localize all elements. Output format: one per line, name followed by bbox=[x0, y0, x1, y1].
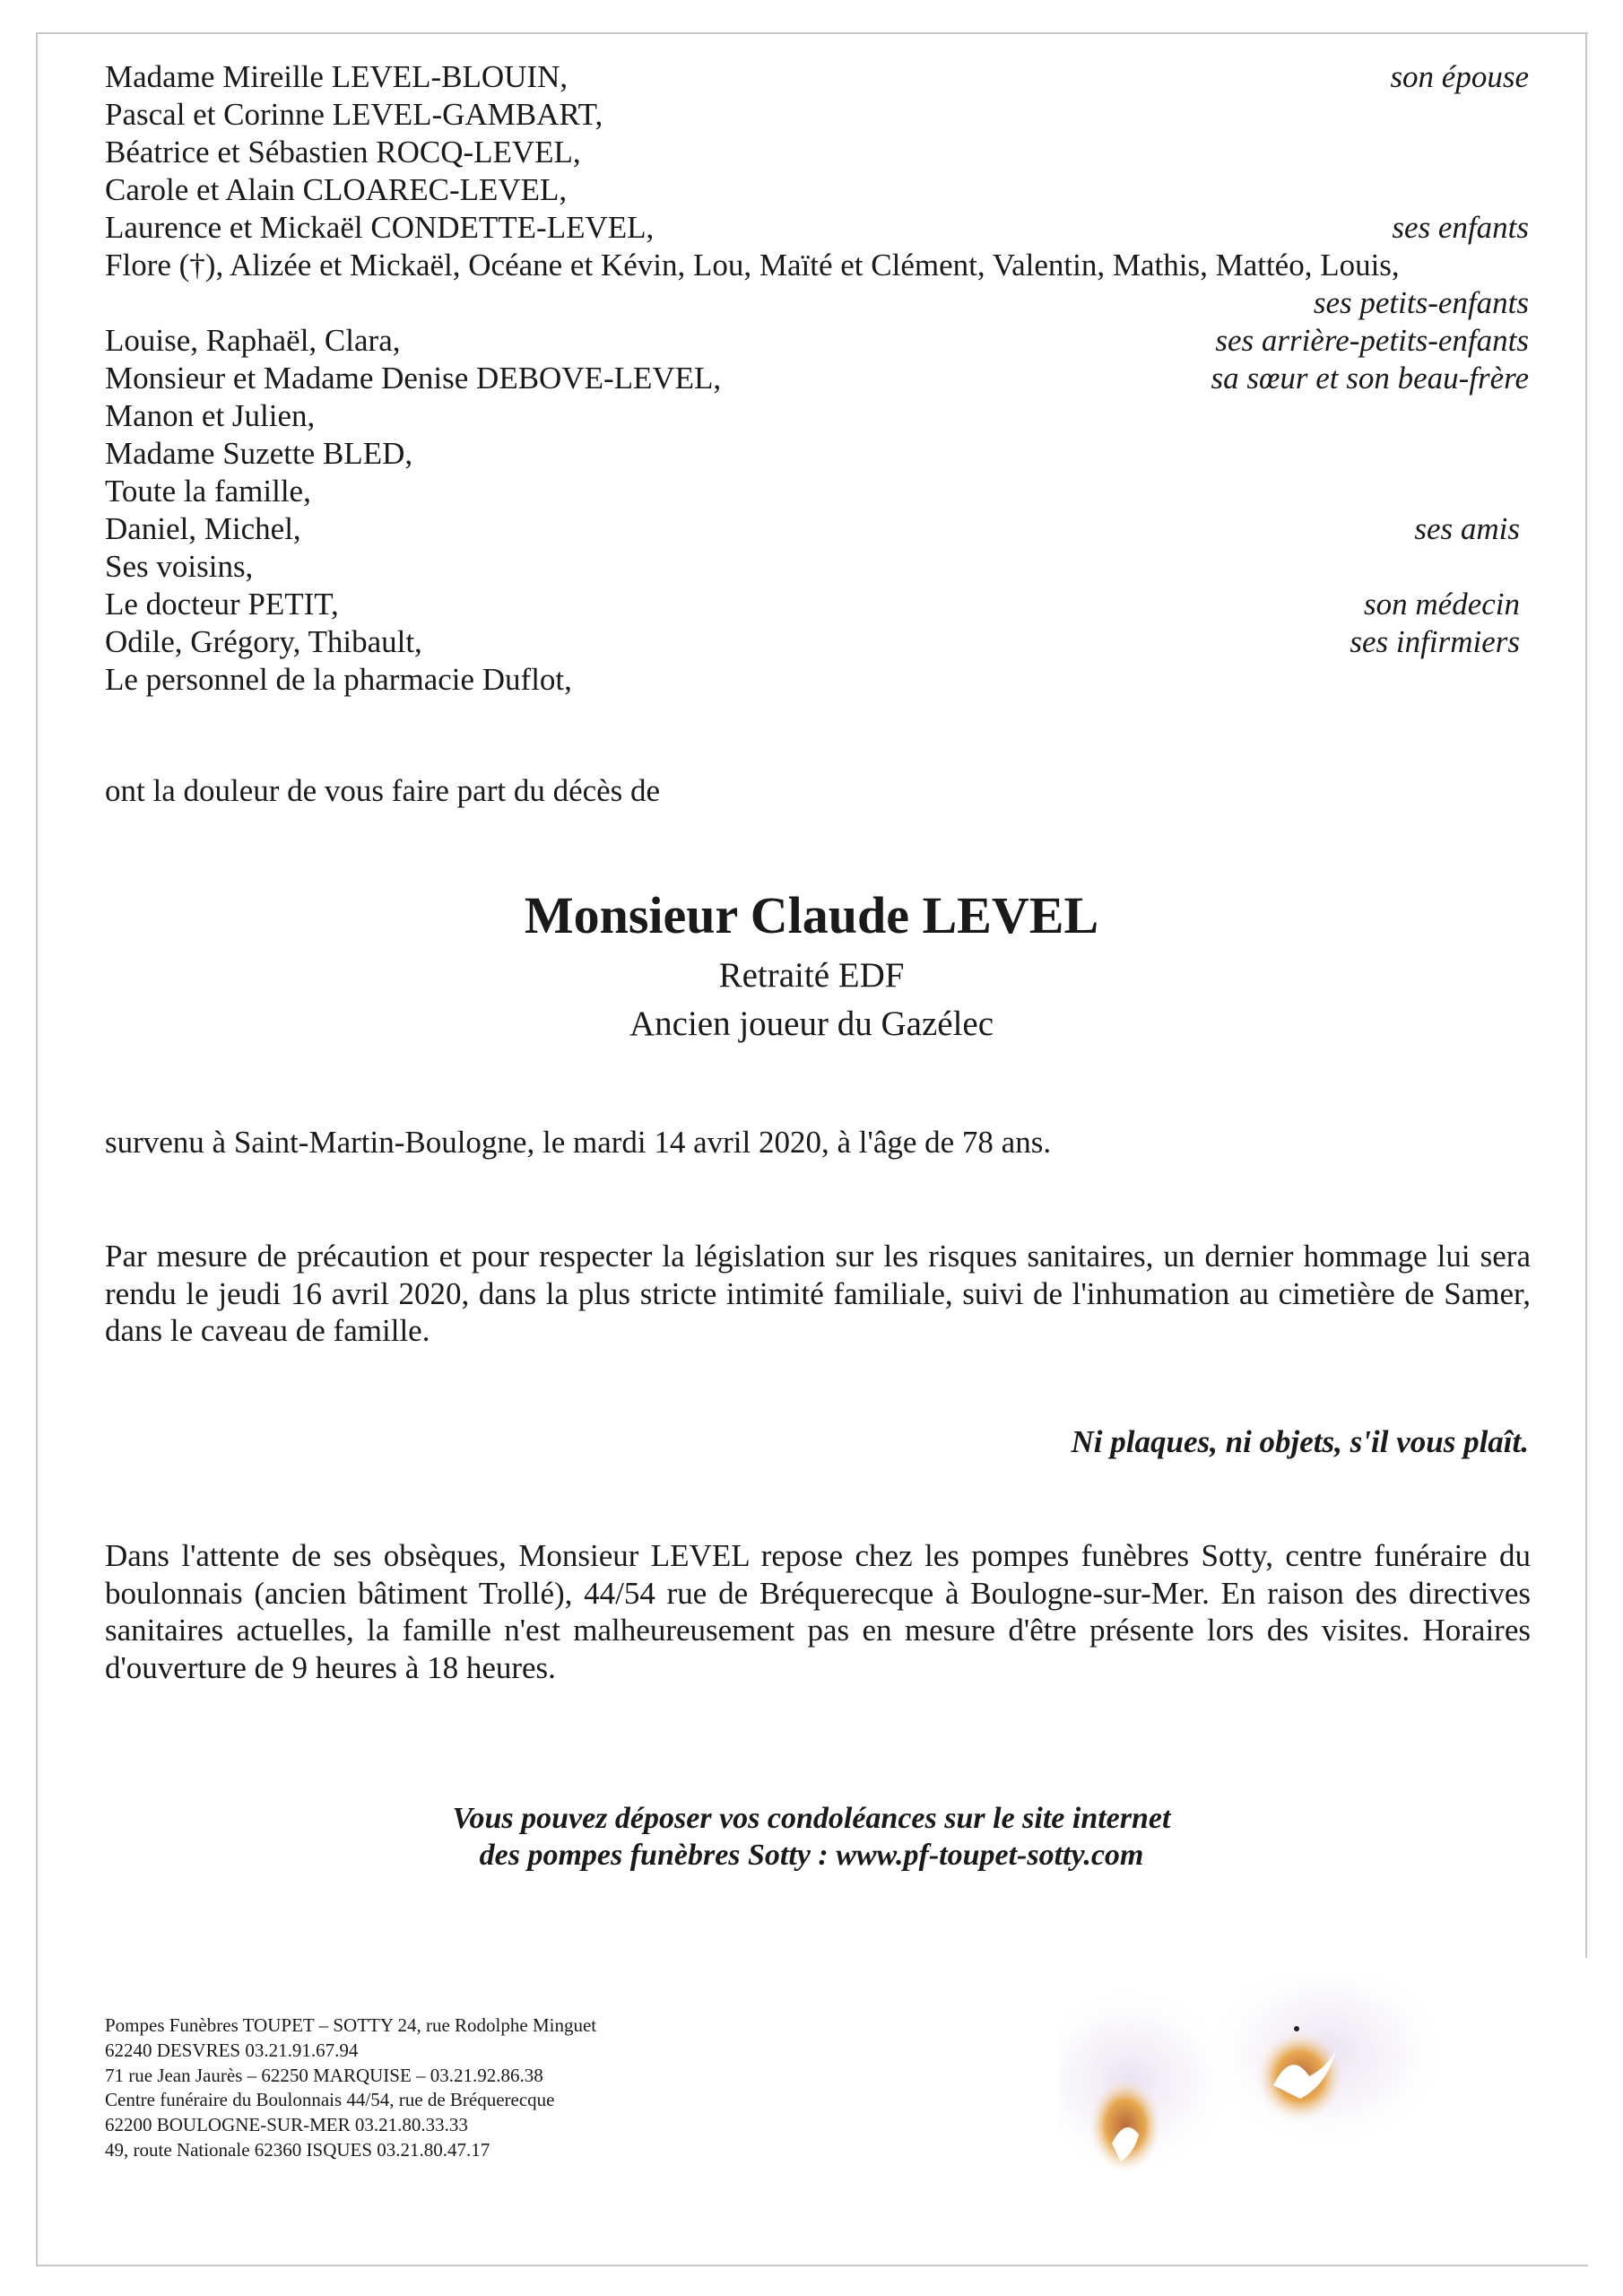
family-name-line: Le docteur PETIT, bbox=[105, 587, 339, 622]
funeral-home-contact bbox=[105, 2013, 596, 2163]
deceased-name: Monsieur Claude LEVEL bbox=[524, 886, 1099, 944]
orchid-flowers-icon bbox=[1058, 1973, 1560, 2242]
family-name-line: Béatrice et Sébastien ROCQ-LEVEL, bbox=[105, 135, 581, 170]
relation-label: son épouse bbox=[1390, 59, 1529, 94]
relation-label: ses petits-enfants bbox=[1313, 285, 1529, 320]
family-name-line: Odile, Grégory, Thibault, bbox=[105, 624, 422, 659]
condolences-line-1: Vous pouvez déposer vos condoléances sur le site internet bbox=[452, 1802, 1171, 1835]
death-notice-text: survenu à Saint-Martin-Boulogne, le mardi 14 avril 2020, à l'âge de 78 ans. bbox=[105, 1125, 1052, 1160]
family-name-line: Ses voisins, bbox=[105, 549, 254, 584]
family-name-line: Le personnel de la pharmacie Duflot, bbox=[105, 662, 572, 697]
deceased-subtitle-club: Ancien joueur du Gazélec bbox=[629, 1004, 994, 1043]
footer-line: Pompes Funèbres TOUPET – SOTTY 24, rue Rodolphe Minguet bbox=[105, 2014, 597, 2036]
family-name-line: Daniel, Michel, bbox=[105, 511, 301, 546]
relation-label: ses infirmiers bbox=[1350, 624, 1520, 659]
family-name-line: Carole et Alain CLOAREC-LEVEL, bbox=[105, 172, 568, 207]
relation-label: son médecin bbox=[1364, 587, 1520, 622]
relation-label: ses amis bbox=[1414, 511, 1520, 546]
orchid-core bbox=[1089, 2079, 1161, 2172]
relation-label: sa sœur et son beau-frère bbox=[1211, 361, 1529, 396]
family-name-line: Monsieur et Madame Denise DEBOVE-LEVEL, bbox=[105, 361, 722, 396]
footer-line: 71 rue Jean Jaurès – 62250 MARQUISE – 03.21.92.86.38 bbox=[105, 2064, 543, 2086]
condolences-line-2[interactable]: des pompes funèbres Sotty : www.pf-toupet-sotty.com bbox=[479, 1839, 1144, 1872]
footer-line: 62240 DESVRES 03.21.91.67.94 bbox=[105, 2039, 359, 2061]
footer-line: 49, route Nationale 62360 ISQUES 03.21.80.47.17 bbox=[105, 2138, 490, 2161]
family-name-line: Toute la famille, bbox=[105, 474, 311, 509]
relation-label: ses enfants bbox=[1392, 210, 1529, 245]
rest-paragraph: Dans l'attente de ses obsèques, Monsieur LEVEL repose chez les pompes funèbres Sotty, centre funéraire du boulonnais (ancien bâtiment Trollé), 44/54 rue de Bréquerecque à Boulogne-sur-Mer. En raison des directives sanitaires actuelles, la famille n'est malheureusement pas en mesure d'être présente lors des visites. Horaires d'ouverture de 9 heures à 18 heures. bbox=[105, 1538, 1531, 1685]
footer-line: 62200 BOULOGNE-SUR-MER 03.21.80.33.33 bbox=[105, 2114, 468, 2136]
family-name-line: Pascal et Corinne LEVEL-GAMBART, bbox=[105, 97, 603, 132]
relation-label: ses arrière-petits-enfants bbox=[1215, 323, 1529, 358]
family-name-line: Manon et Julien, bbox=[105, 398, 316, 433]
orchid-anther bbox=[1294, 2026, 1299, 2031]
announcement-text: ont la douleur de vous faire part du décès de bbox=[105, 773, 661, 808]
page-frame-right-edge bbox=[1585, 32, 1587, 1958]
family-name-line: Louise, Raphaël, Clara, bbox=[105, 323, 401, 358]
footer-line: Centre funéraire du Boulonnais 44/54, rue de Bréquerecque bbox=[105, 2089, 555, 2111]
family-name-line: Flore (†), Alizée et Mickaël, Océane et Kévin, Lou, Maïté et Clément, Valentin, Mathis, Mattéo, Louis, bbox=[105, 248, 1400, 283]
family-name-line: Laurence et Mickaël CONDETTE-LEVEL, bbox=[105, 210, 655, 245]
family-name-line: Madame Suzette BLED, bbox=[105, 436, 413, 471]
no-flowers-notice: Ni plaques, ni objets, s'il vous plaît. bbox=[1071, 1424, 1529, 1459]
deceased-subtitle-job: Retraité EDF bbox=[718, 956, 905, 995]
family-name-line: Madame Mireille LEVEL-BLOUIN, bbox=[105, 59, 568, 94]
ceremony-paragraph: Par mesure de précaution et pour respecter la législation sur les risques sanitaires, un dernier hommage lui sera rendu le jeudi 16 avril 2020, dans la plus stricte intimité familiale, suivi de l'inhumation au cimetière de Samer, dans le caveau de famille. bbox=[105, 1239, 1531, 1348]
